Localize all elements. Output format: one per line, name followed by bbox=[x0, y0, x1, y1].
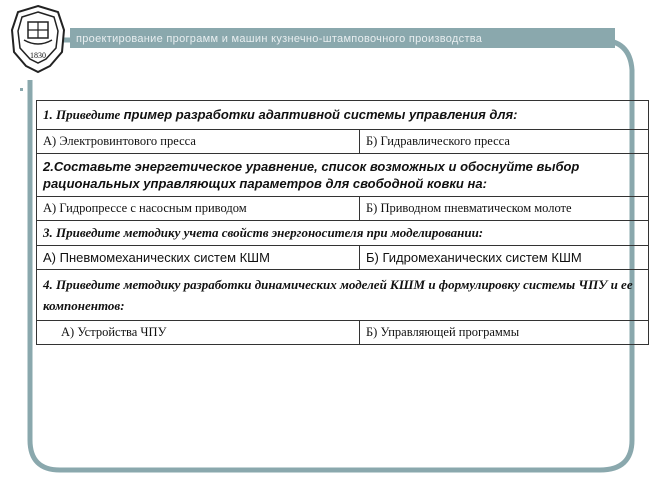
question-row bbox=[37, 221, 649, 246]
question-text: пример разработки адаптивной системы управления для: bbox=[123, 107, 518, 122]
question-row bbox=[37, 101, 649, 130]
question-text: 4. Приведите методику разработки динамических моделей КШМ и формулировку системы ЧПУ и ее компонентов: bbox=[37, 270, 649, 321]
question-text: 3. Приведите методику учета свойств энергоносителя при моделировании: bbox=[37, 221, 649, 246]
option-a: А) Устройства ЧПУ bbox=[37, 321, 360, 345]
answer-row bbox=[37, 246, 649, 270]
option-b: Б) Управляющей программы bbox=[360, 321, 649, 345]
option-a: А) Пневмомеханических систем КШМ bbox=[37, 246, 360, 270]
question-number: 1. bbox=[43, 107, 53, 122]
header-title-strip: проектирование программ и машин кузнечно-штамповочного производства bbox=[76, 33, 483, 45]
question-text: 2.Составьте энергетическое уравнение, список возможных и обоснуйте выбор рациональных управляющих параметров для свободной ковки на: bbox=[37, 154, 649, 197]
option-b: Б) Приводном пневматическом молоте bbox=[360, 197, 649, 221]
option-b: Б) Гидромеханических систем КШМ bbox=[360, 246, 649, 270]
answer-row bbox=[37, 321, 649, 345]
option-a: А) Гидропрессе с насосным приводом bbox=[37, 197, 360, 221]
option-a: А) Электровинтового пресса bbox=[37, 130, 360, 154]
questions-table bbox=[36, 100, 649, 345]
option-b: Б) Гидравлического пресса bbox=[360, 130, 649, 154]
university-emblem-icon bbox=[6, 4, 70, 74]
answer-row bbox=[37, 130, 649, 154]
answer-row bbox=[37, 197, 649, 221]
question-lead: Приведите bbox=[56, 107, 121, 122]
question-row bbox=[37, 154, 649, 197]
question-row bbox=[37, 270, 649, 321]
emblem-year: 1830 bbox=[30, 51, 46, 60]
